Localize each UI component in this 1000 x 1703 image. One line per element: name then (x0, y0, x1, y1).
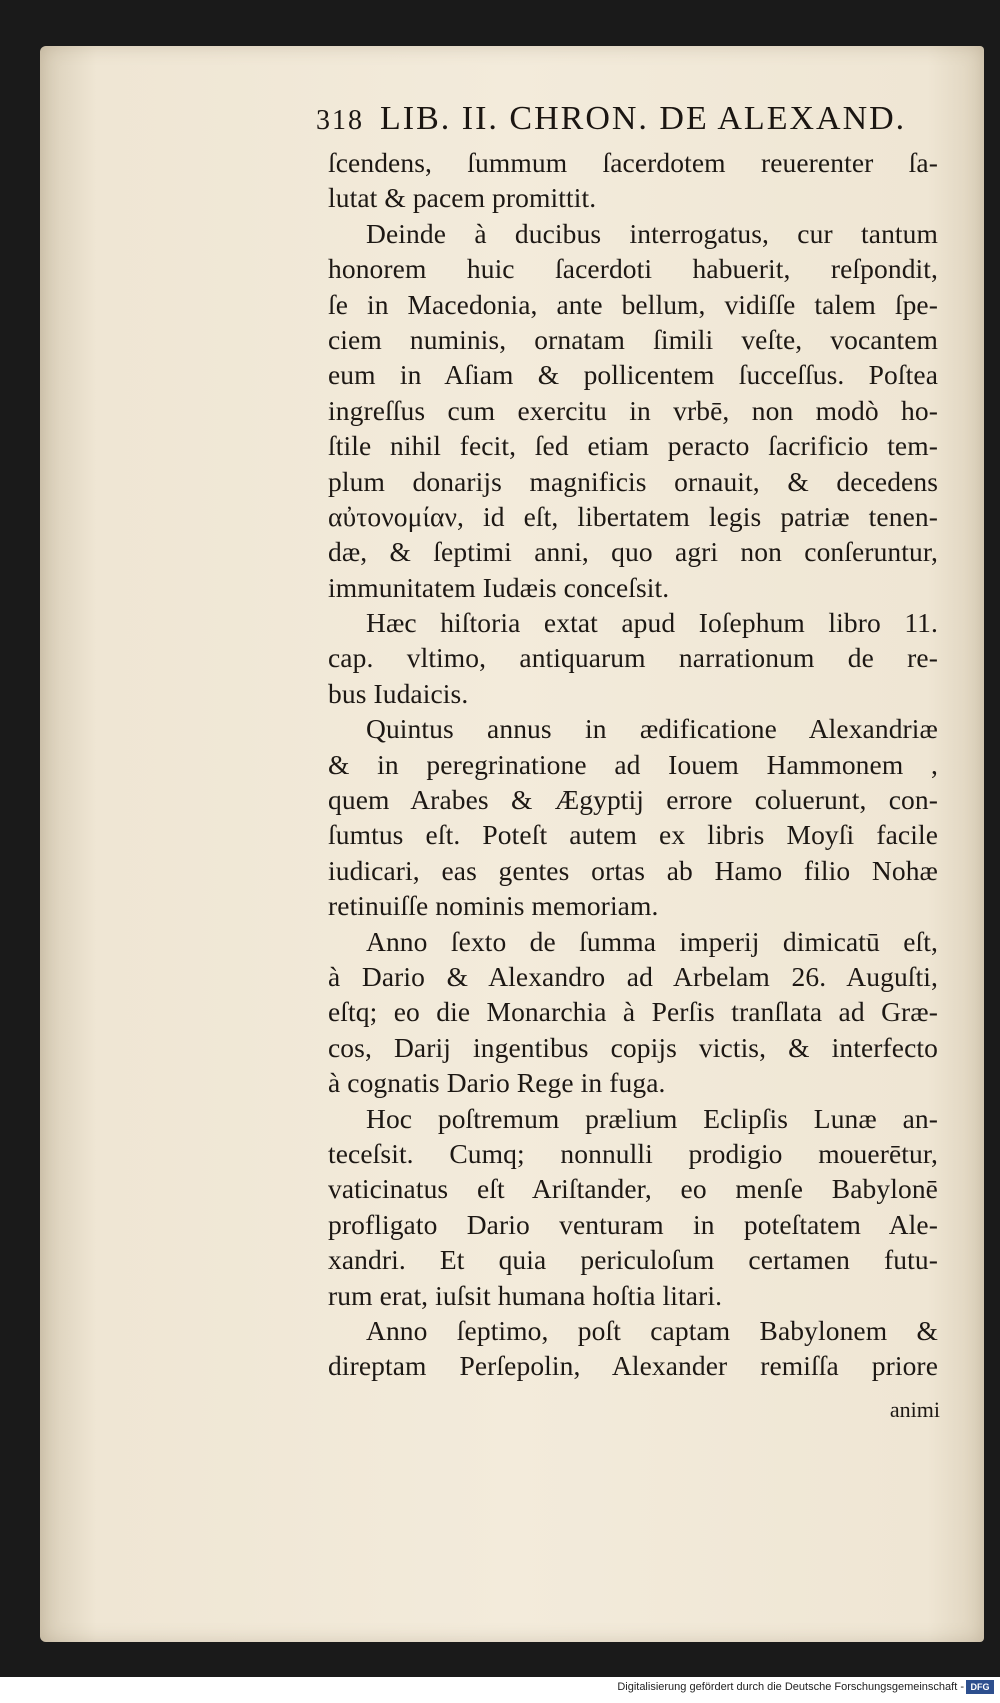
text-line: ſumtus eſt. Poteſt autem ex libris Moyſi facile (328, 819, 938, 851)
text-line: Quintus annus in ædificatione Alexandriæ (366, 713, 938, 745)
text-line: & in peregrinatione ad Iouem Hammonem , (328, 748, 938, 780)
text-line: cap. vltimo, antiquarum narrationum de re- (328, 642, 938, 674)
catchword: animi (889, 1397, 940, 1422)
body-text (328, 145, 938, 1384)
text-line: profligato Dario venturam in poteſtatem Ale- (328, 1208, 938, 1240)
text-line: eſtq; eo die Monarchia à Perſis tranſlata ad Græ- (328, 996, 938, 1028)
text-line: à Dario & Alexandro ad Arbelam 26. Auguſti, (328, 960, 938, 992)
text-line: vaticinatus eſt Ariſtander, eo menſe Babylonē (328, 1173, 938, 1205)
text-line: rum erat, iuſsit humana hoſtia litari. (328, 1279, 723, 1311)
digitization-credit: Digitalisierung gefördert durch die Deutsche Forschungsgemeinschaft - (617, 1681, 964, 1693)
text-line: à cognatis Dario Rege in fuga. (328, 1067, 666, 1099)
text-line: dæ, & ſeptimi anni, quo agri non conſeruntur, (328, 536, 938, 568)
text-line: lutat & pacem promittit. (328, 182, 597, 214)
text-line: plum donarijs magnificis ornauit, & decedens (328, 465, 938, 497)
running-header (316, 100, 936, 148)
text-line: honorem huic ſacerdoti habuerit, reſpondit, (328, 253, 938, 285)
text-line: ciem numinis, ornatam ſimili veſte, vocantem (328, 323, 938, 355)
text-line: ſtile nihil fecit, ſed etiam peracto ſacrificio tem- (328, 430, 938, 462)
text-line: teceſsit. Cumq; nonnulli prodigio mouerētur, (328, 1137, 938, 1169)
text-line: Hoc poſtremum prælium Eclipſis Lunæ an- (366, 1102, 938, 1134)
text-line: retinuiſſe nominis memoriam. (328, 890, 659, 922)
text-line: ingreſſus cum exercitu in vrbē, non modò ho- (328, 394, 938, 426)
text-line: direptam Perſepolin, Alexander remiſſa priore (328, 1350, 938, 1382)
text-line: αὐτονομίαν, id eſt, libertatem legis patriæ tenen- (328, 500, 938, 532)
text-line: cos, Darij ingentibus copijs victis, & interfecto (328, 1031, 938, 1063)
dfg-logo: DFG (966, 1680, 994, 1694)
text-line: immunitatem Iudæis conceſsit. (328, 571, 670, 603)
page-number: 318 (316, 105, 364, 136)
text-line: ſcendens, ſummum ſacerdotem reuerenter ſa- (328, 147, 938, 178)
text-line: xandri. Et quia periculoſum certamen futu- (328, 1244, 938, 1276)
running-title: LIB. II. CHRON. DE ALEXAND. (380, 100, 907, 137)
text-line: quem Arabes & Ægyptij errore coluerunt, con- (328, 784, 938, 816)
text-line: Anno ſeptimo, poſt captam Babylonem & (366, 1314, 938, 1346)
text-line: iudicari, eas gentes ortas ab Hamo filio Nohæ (328, 854, 938, 886)
text-line: bus Iudaicis. (328, 677, 469, 709)
text-line: Hæc hiſtoria extat apud Ioſephum libro 11. (366, 607, 938, 639)
text-line: Anno ſexto de ſumma imperij dimicatū eſt, (366, 925, 938, 957)
text-line: Deinde à ducibus interrogatus, cur tantum (366, 217, 938, 249)
text-line: ſe in Macedonia, ante bellum, vidiſſe talem ſpe- (328, 288, 938, 320)
text-line: eum in Aſiam & pollicentem ſucceſſus. Poſtea (328, 359, 938, 391)
